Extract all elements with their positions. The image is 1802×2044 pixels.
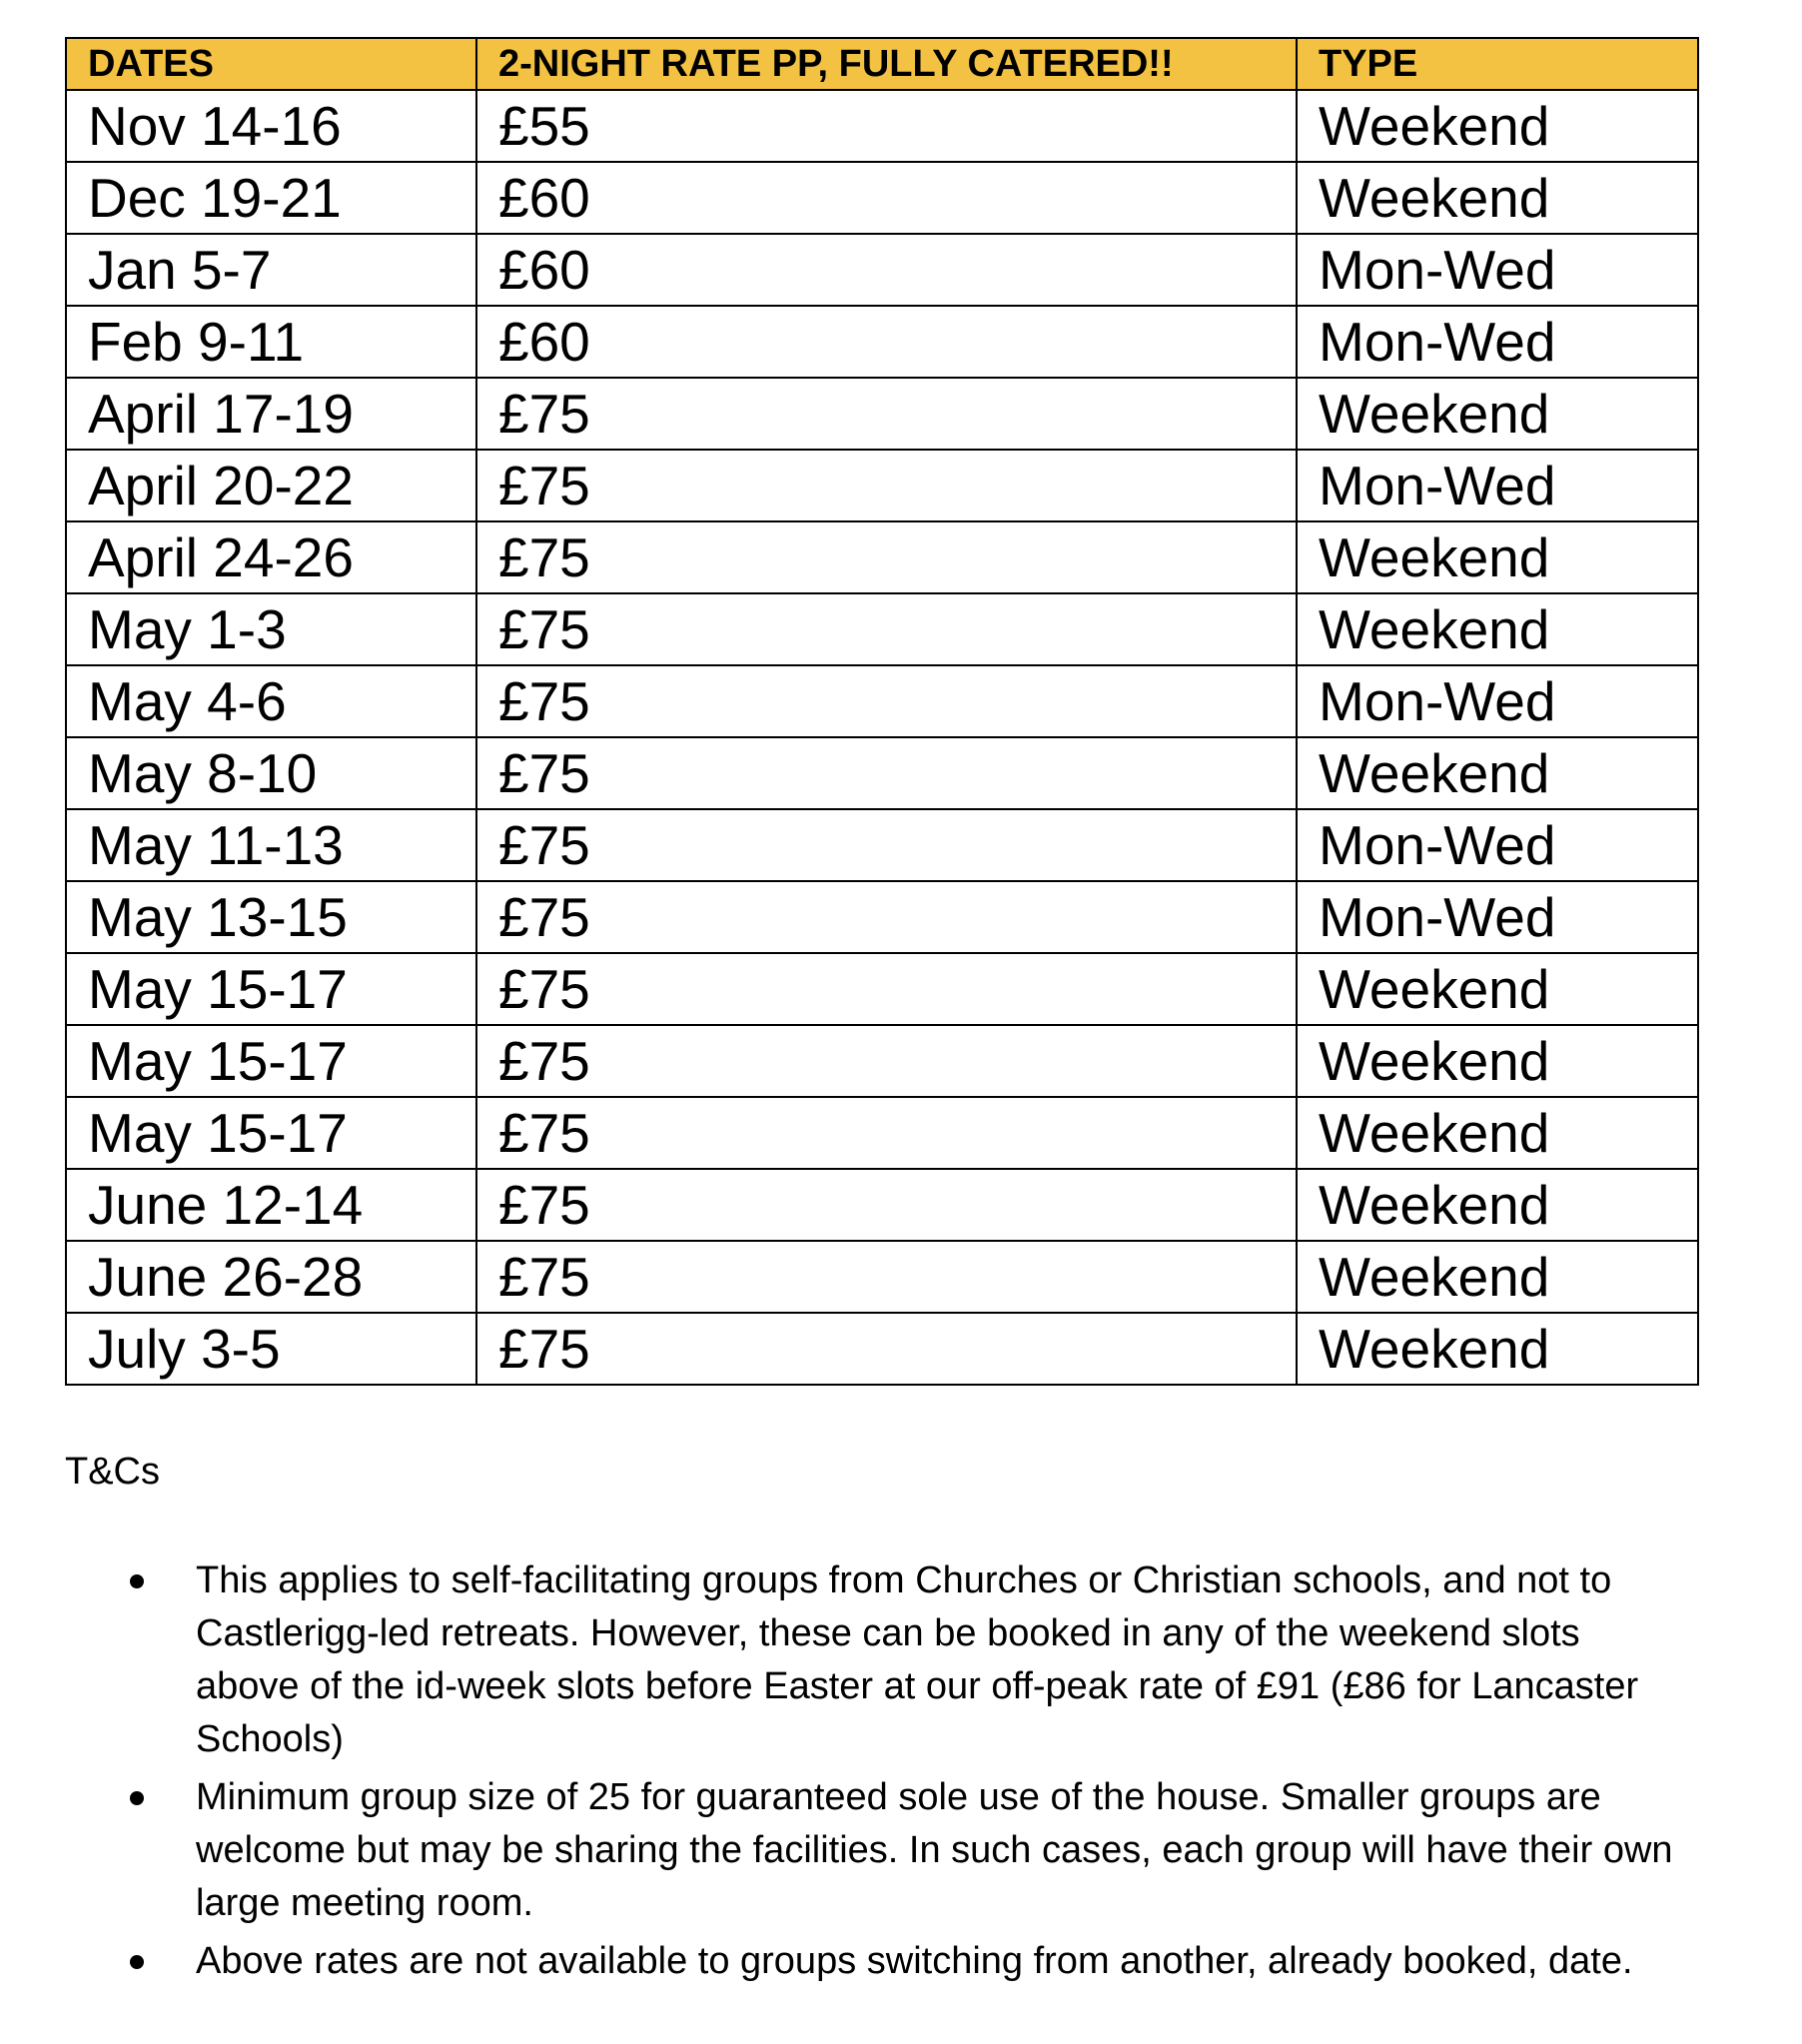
table-row xyxy=(66,234,1698,306)
table-row xyxy=(66,881,1698,953)
table-row xyxy=(66,1169,1698,1241)
cell-dates: May 1-3 xyxy=(66,593,476,665)
cell-type: Weekend xyxy=(1297,953,1698,1025)
cell-rate: £75 xyxy=(476,378,1297,450)
cell-type: Mon-Wed xyxy=(1297,234,1698,306)
table-row xyxy=(66,306,1698,378)
cell-type: Weekend xyxy=(1297,1169,1698,1241)
cell-dates: May 15-17 xyxy=(66,953,476,1025)
cell-rate: £75 xyxy=(476,1025,1297,1097)
tcs-list xyxy=(130,1554,1688,1993)
table-row xyxy=(66,665,1698,737)
cell-rate: £75 xyxy=(476,1097,1297,1169)
cell-dates: May 11-13 xyxy=(66,809,476,881)
cell-type: Weekend xyxy=(1297,593,1698,665)
cell-rate: £55 xyxy=(476,90,1297,162)
cell-dates: June 12-14 xyxy=(66,1169,476,1241)
cell-dates: May 15-17 xyxy=(66,1097,476,1169)
cell-type: Weekend xyxy=(1297,162,1698,234)
table-row xyxy=(66,450,1698,521)
tcs-heading: T&Cs xyxy=(65,1451,160,1493)
bullet-icon xyxy=(130,1791,144,1805)
table-row xyxy=(66,162,1698,234)
table-row xyxy=(66,737,1698,809)
cell-rate: £75 xyxy=(476,1169,1297,1241)
tcs-item xyxy=(130,1771,1688,1930)
cell-dates: Jan 5-7 xyxy=(66,234,476,306)
table-header-row xyxy=(66,38,1698,90)
cell-rate: £75 xyxy=(476,593,1297,665)
tcs-item-text: Above rates are not available to groups switching from another, already booked, date. xyxy=(196,1940,1633,1982)
table-row xyxy=(66,809,1698,881)
table-row xyxy=(66,593,1698,665)
table-row xyxy=(66,953,1698,1025)
bullet-icon xyxy=(130,1574,144,1588)
cell-type: Weekend xyxy=(1297,737,1698,809)
cell-rate: £75 xyxy=(476,737,1297,809)
cell-dates: June 26-28 xyxy=(66,1241,476,1313)
cell-dates: Nov 14-16 xyxy=(66,90,476,162)
cell-dates: April 17-19 xyxy=(66,378,476,450)
cell-rate: £60 xyxy=(476,162,1297,234)
cell-rate: £75 xyxy=(476,953,1297,1025)
cell-dates: April 20-22 xyxy=(66,450,476,521)
cell-rate: £75 xyxy=(476,665,1297,737)
cell-dates: Dec 19-21 xyxy=(66,162,476,234)
cell-rate: £60 xyxy=(476,234,1297,306)
header-rate: 2-NIGHT RATE PP, FULLY CATERED!! xyxy=(476,38,1297,90)
cell-type: Mon-Wed xyxy=(1297,665,1698,737)
rates-table xyxy=(65,37,1699,1386)
cell-dates: May 15-17 xyxy=(66,1025,476,1097)
cell-rate: £60 xyxy=(476,306,1297,378)
cell-rate: £75 xyxy=(476,881,1297,953)
cell-dates: May 13-15 xyxy=(66,881,476,953)
table-row xyxy=(66,90,1698,162)
table-row xyxy=(66,1097,1698,1169)
table-body xyxy=(66,90,1698,1385)
cell-type: Weekend xyxy=(1297,521,1698,593)
cell-type: Weekend xyxy=(1297,1025,1698,1097)
cell-rate: £75 xyxy=(476,809,1297,881)
table-row xyxy=(66,521,1698,593)
cell-type: Mon-Wed xyxy=(1297,306,1698,378)
table-row xyxy=(66,1313,1698,1385)
cell-dates: May 8-10 xyxy=(66,737,476,809)
cell-type: Weekend xyxy=(1297,1313,1698,1385)
tcs-item xyxy=(130,1554,1688,1766)
cell-dates: July 3-5 xyxy=(66,1313,476,1385)
cell-type: Weekend xyxy=(1297,1097,1698,1169)
cell-rate: £75 xyxy=(476,521,1297,593)
cell-dates: April 24-26 xyxy=(66,521,476,593)
cell-rate: £75 xyxy=(476,1313,1297,1385)
cell-rate: £75 xyxy=(476,1241,1297,1313)
bullet-icon xyxy=(130,1955,144,1969)
cell-rate: £75 xyxy=(476,450,1297,521)
cell-dates: May 4-6 xyxy=(66,665,476,737)
header-type: TYPE xyxy=(1297,38,1698,90)
table-row xyxy=(66,1025,1698,1097)
tcs-item xyxy=(130,1935,1688,1988)
cell-dates: Feb 9-11 xyxy=(66,306,476,378)
cell-type: Mon-Wed xyxy=(1297,881,1698,953)
cell-type: Weekend xyxy=(1297,1241,1698,1313)
table-row xyxy=(66,1241,1698,1313)
cell-type: Weekend xyxy=(1297,90,1698,162)
tcs-item-text: This applies to self-facilitating groups from Churches or Christian schools, and not to Castlerigg-led retreats. However, these can be booked in any of the weekend slots above of the id-week slots before Easter at our off-peak rate of £91 (£86 for Lancaster Schools) xyxy=(196,1559,1639,1760)
cell-type: Mon-Wed xyxy=(1297,809,1698,881)
header-dates: DATES xyxy=(66,38,476,90)
table-row xyxy=(66,378,1698,450)
tcs-item-text: Minimum group size of 25 for guaranteed sole use of the house. Smaller groups are welcome but may be sharing the facilities. In such cases, each group will have their own large meeting room. xyxy=(196,1776,1673,1924)
cell-type: Weekend xyxy=(1297,378,1698,450)
cell-type: Mon-Wed xyxy=(1297,450,1698,521)
